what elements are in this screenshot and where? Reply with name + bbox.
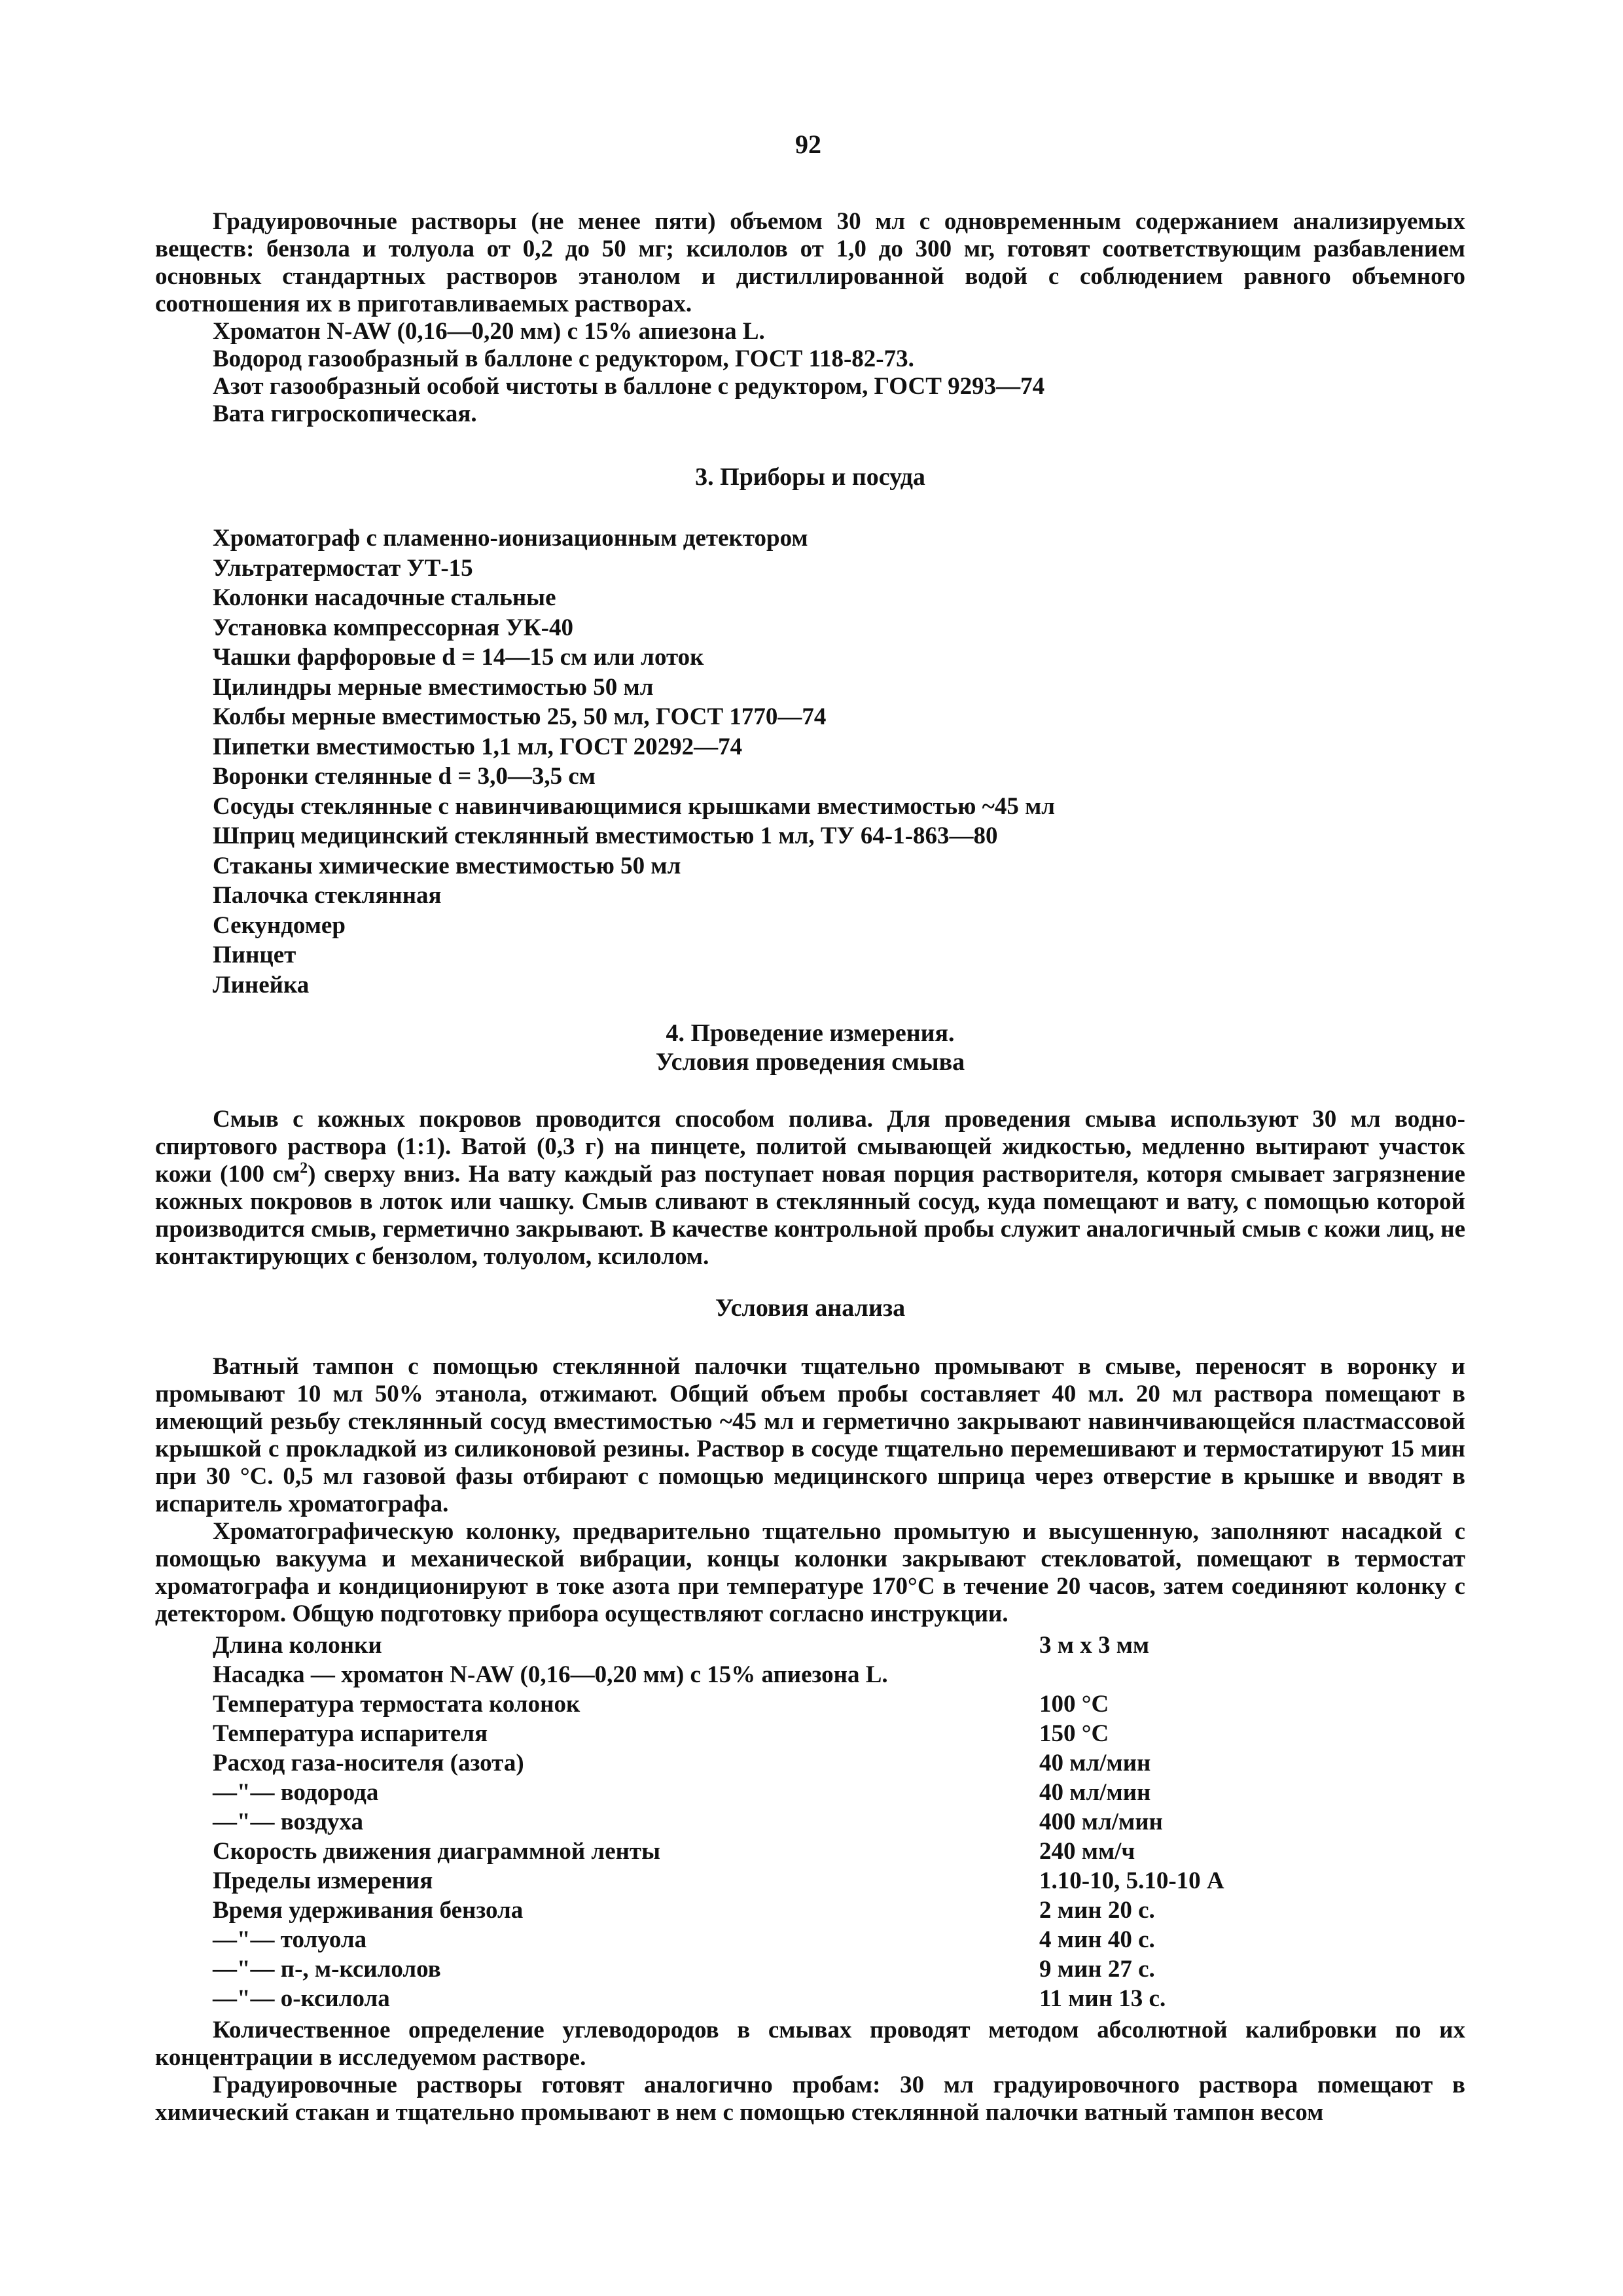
param-value: 4 мин 40 с. bbox=[1039, 1926, 1155, 1953]
param-name: —"— воздуха bbox=[213, 1809, 363, 1835]
analysis-paragraph: Хроматографическую колонку, предварительно тщательно промытую и высушенную, заполняют насадкой с помощью вакуума и механической вибрации, концы колонки закрывают стекловатой, помещают в термостат хроматографа и кондиционируют в токе азота при температуре 170°С в течение 20 часов, затем соединяют колонку с детектором. Общую подготовку прибора осуществляют согласно инструкции. bbox=[155, 1518, 1465, 1627]
chromatography-params bbox=[213, 1632, 1260, 2015]
equipment-item: Хроматограф с пламенно-ионизационным детектором bbox=[213, 525, 808, 552]
param-name: —"— водорода bbox=[213, 1779, 379, 1806]
param-value: 2 мин 20 с. bbox=[1039, 1897, 1155, 1924]
param-value: 3 м х 3 мм bbox=[1039, 1632, 1150, 1659]
param-value: 400 мл/мин bbox=[1039, 1809, 1163, 1835]
param-row bbox=[213, 1956, 1260, 1985]
param-value: 240 мм/ч bbox=[1039, 1838, 1135, 1865]
analysis-heading: Условия анализа bbox=[715, 1294, 906, 1322]
reagent-line: Хроматон N-AW (0,16—0,20 мм) с 15% апиезона L. bbox=[213, 318, 765, 345]
section-3-heading: 3. Приборы и посуда bbox=[695, 463, 925, 491]
param-name: Насадка — хроматон N-AW (0,16—0,20 мм) с 15% апиезона L. bbox=[213, 1661, 888, 1688]
equipment-item: Шприц медицинский стеклянный вместимостью 1 мл, ТУ 64-1-863—80 bbox=[213, 822, 998, 849]
param-row bbox=[213, 1985, 1260, 2015]
param-name: —"— о-ксилола bbox=[213, 1985, 390, 2012]
param-row bbox=[213, 1691, 1260, 1720]
wash-conditions-paragraph bbox=[155, 1106, 1465, 1271]
param-value: 150 °С bbox=[1039, 1720, 1109, 1747]
param-value: 40 мл/мин bbox=[1039, 1750, 1151, 1776]
intro-block bbox=[155, 208, 1465, 428]
equipment-item: Секундомер bbox=[213, 911, 346, 939]
equipment-item: Сосуды стеклянные с навинчивающимися крышками вместимостью ~45 мл bbox=[213, 792, 1056, 820]
equipment-item: Стаканы химические вместимостью 50 мл bbox=[213, 852, 681, 879]
param-row bbox=[213, 1867, 1260, 1897]
equipment-item: Линейка bbox=[213, 971, 310, 998]
param-name: Длина колонки bbox=[213, 1632, 382, 1659]
reagent-line: Азот газообразный особой чистоты в баллоне с редуктором, ГОСТ 9293—74 bbox=[213, 373, 1045, 400]
section-4-heading: 4. Проведение измерения. bbox=[666, 1019, 955, 1047]
param-name: Время удерживания бензола bbox=[213, 1897, 524, 1924]
param-row bbox=[213, 1809, 1260, 1838]
param-row bbox=[213, 1897, 1260, 1926]
equipment-item: Пинцет bbox=[213, 942, 296, 968]
param-row bbox=[213, 1750, 1260, 1779]
calibration-paragraph: Градуировочные растворы готовят аналогично пробам: 30 мл градуировочного раствора помещают в химический стакан и тщательно промывают в нем с помощью стеклянной палочки ватный тампон весом bbox=[155, 2072, 1465, 2126]
param-value: 11 мин 13 с. bbox=[1039, 1985, 1166, 2012]
equipment-item: Палочка стеклянная bbox=[213, 882, 442, 909]
param-name: Температура термостата колонок bbox=[213, 1691, 580, 1718]
param-value: 9 мин 27 с. bbox=[1039, 1956, 1155, 1983]
param-name: —"— толуола bbox=[213, 1926, 367, 1953]
param-name: —"— п-, м-ксилолов bbox=[213, 1956, 441, 1983]
param-name: Пределы измерения bbox=[213, 1867, 433, 1894]
param-value: 1.10-10, 5.10-10 А bbox=[1039, 1867, 1224, 1894]
section-4-subheading: Условия проведения смыва bbox=[655, 1048, 965, 1076]
equipment-list bbox=[213, 523, 1456, 1000]
param-row bbox=[213, 1632, 1260, 1661]
param-row bbox=[213, 1838, 1260, 1867]
superscript: 2 bbox=[300, 1159, 308, 1177]
param-value: 100 °С bbox=[1039, 1691, 1109, 1718]
wash-text-part: Смыв с кожных покровов проводится способом полива. Для проведения смыва используют 30 мл водно-спиртового раствора (1:1). Ватой (0,3 г) на пинцете, политой смывающей жидкостью, медленно вытирают участок кожи (100 см bbox=[155, 1106, 1465, 1188]
wash-text-part: ) сверху вниз. На вату каждый раз поступает новая порция растворителя, которя смывает загрязнение кожных покровов в лоток или чашку. Смыв сливают в стеклянный сосуд, куда помещают и вату, с помощью которой производится смыв, герметично закрывают. В качестве контрольной пробы служит аналогичный смыв с кожи лиц, не контактирующих с бензолом, толуолом, ксилолом. bbox=[155, 1161, 1465, 1270]
equipment-item: Установка компрессорная УК-40 bbox=[213, 614, 574, 641]
analysis-paragraph: Ватный тампон с помощью стеклянной палочки тщательно промывают в смыве, переносят в воронку и промывают 10 мл 50% этанола, отжимают. Общий объем пробы составляет 40 мл. 20 мл раствора помещают в имеющий резьбу стеклянный сосуд вместимостью ~45 мл и герметично закрывают навинчивающейся пластмассовой крышкой с прокладкой из силиконовой резины. Раствор в сосуде тщательно перемешивают и термостатируют 15 мин при 30 °С. 0,5 мл газовой фазы отбирают с помощью медицинского шприца через отверстие в крышке и вводят в испаритель хроматографа. bbox=[155, 1353, 1465, 1517]
equipment-item: Цилиндры мерные вместимостью 50 мл bbox=[213, 673, 654, 701]
param-name: Температура испарителя bbox=[213, 1720, 488, 1747]
param-row bbox=[213, 1720, 1260, 1750]
wash-conditions-block bbox=[155, 1106, 1465, 1271]
param-row bbox=[213, 1926, 1260, 1956]
param-row bbox=[213, 1779, 1260, 1809]
intro-paragraph: Градуировочные растворы (не менее пяти) объемом 30 мл с одновременным содержанием анализируемых веществ: бензола и толуола от 0,2 до 50 мг; ксилолов от 1,0 до 300 мг, готовят соответствующим разбавлением основных стандартных растворов этанолом и дистиллированной водой с соблюдением равного объемного соотношения их в приготавливаемых растворах. bbox=[155, 208, 1465, 317]
calibration-block bbox=[155, 2017, 1465, 2127]
equipment-item: Ультратермостат УТ-15 bbox=[213, 554, 473, 582]
param-name: Расход газа-носителя (азота) bbox=[213, 1750, 524, 1776]
equipment-item: Воронки стелянные d = 3,0—3,5 см bbox=[213, 763, 596, 790]
param-value: 40 мл/мин bbox=[1039, 1779, 1151, 1806]
equipment-item: Пипетки вместимостью 1,1 мл, ГОСТ 20292—74 bbox=[213, 733, 743, 760]
equipment-item: Чашки фарфоровые d = 14—15 см или лоток bbox=[213, 644, 704, 671]
param-name: Скорость движения диаграммной ленты bbox=[213, 1838, 660, 1865]
equipment-item: Колбы мерные вместимостью 25, 50 мл, ГОСТ 1770—74 bbox=[213, 703, 827, 730]
calibration-paragraph: Количественное определение углеводородов в смывах проводят методом абсолютной калибровки по их концентрации в исследуемом растворе. bbox=[155, 2017, 1465, 2071]
equipment-item: Колонки насадочные стальные bbox=[213, 584, 556, 611]
reagent-line: Вата гигроскопическая. bbox=[213, 400, 477, 427]
analysis-block bbox=[155, 1353, 1465, 1628]
param-row bbox=[213, 1661, 1260, 1691]
page-number: 92 bbox=[795, 130, 821, 159]
reagent-line: Водород газообразный в баллоне с редуктором, ГОСТ 118-82-73. bbox=[213, 345, 914, 372]
